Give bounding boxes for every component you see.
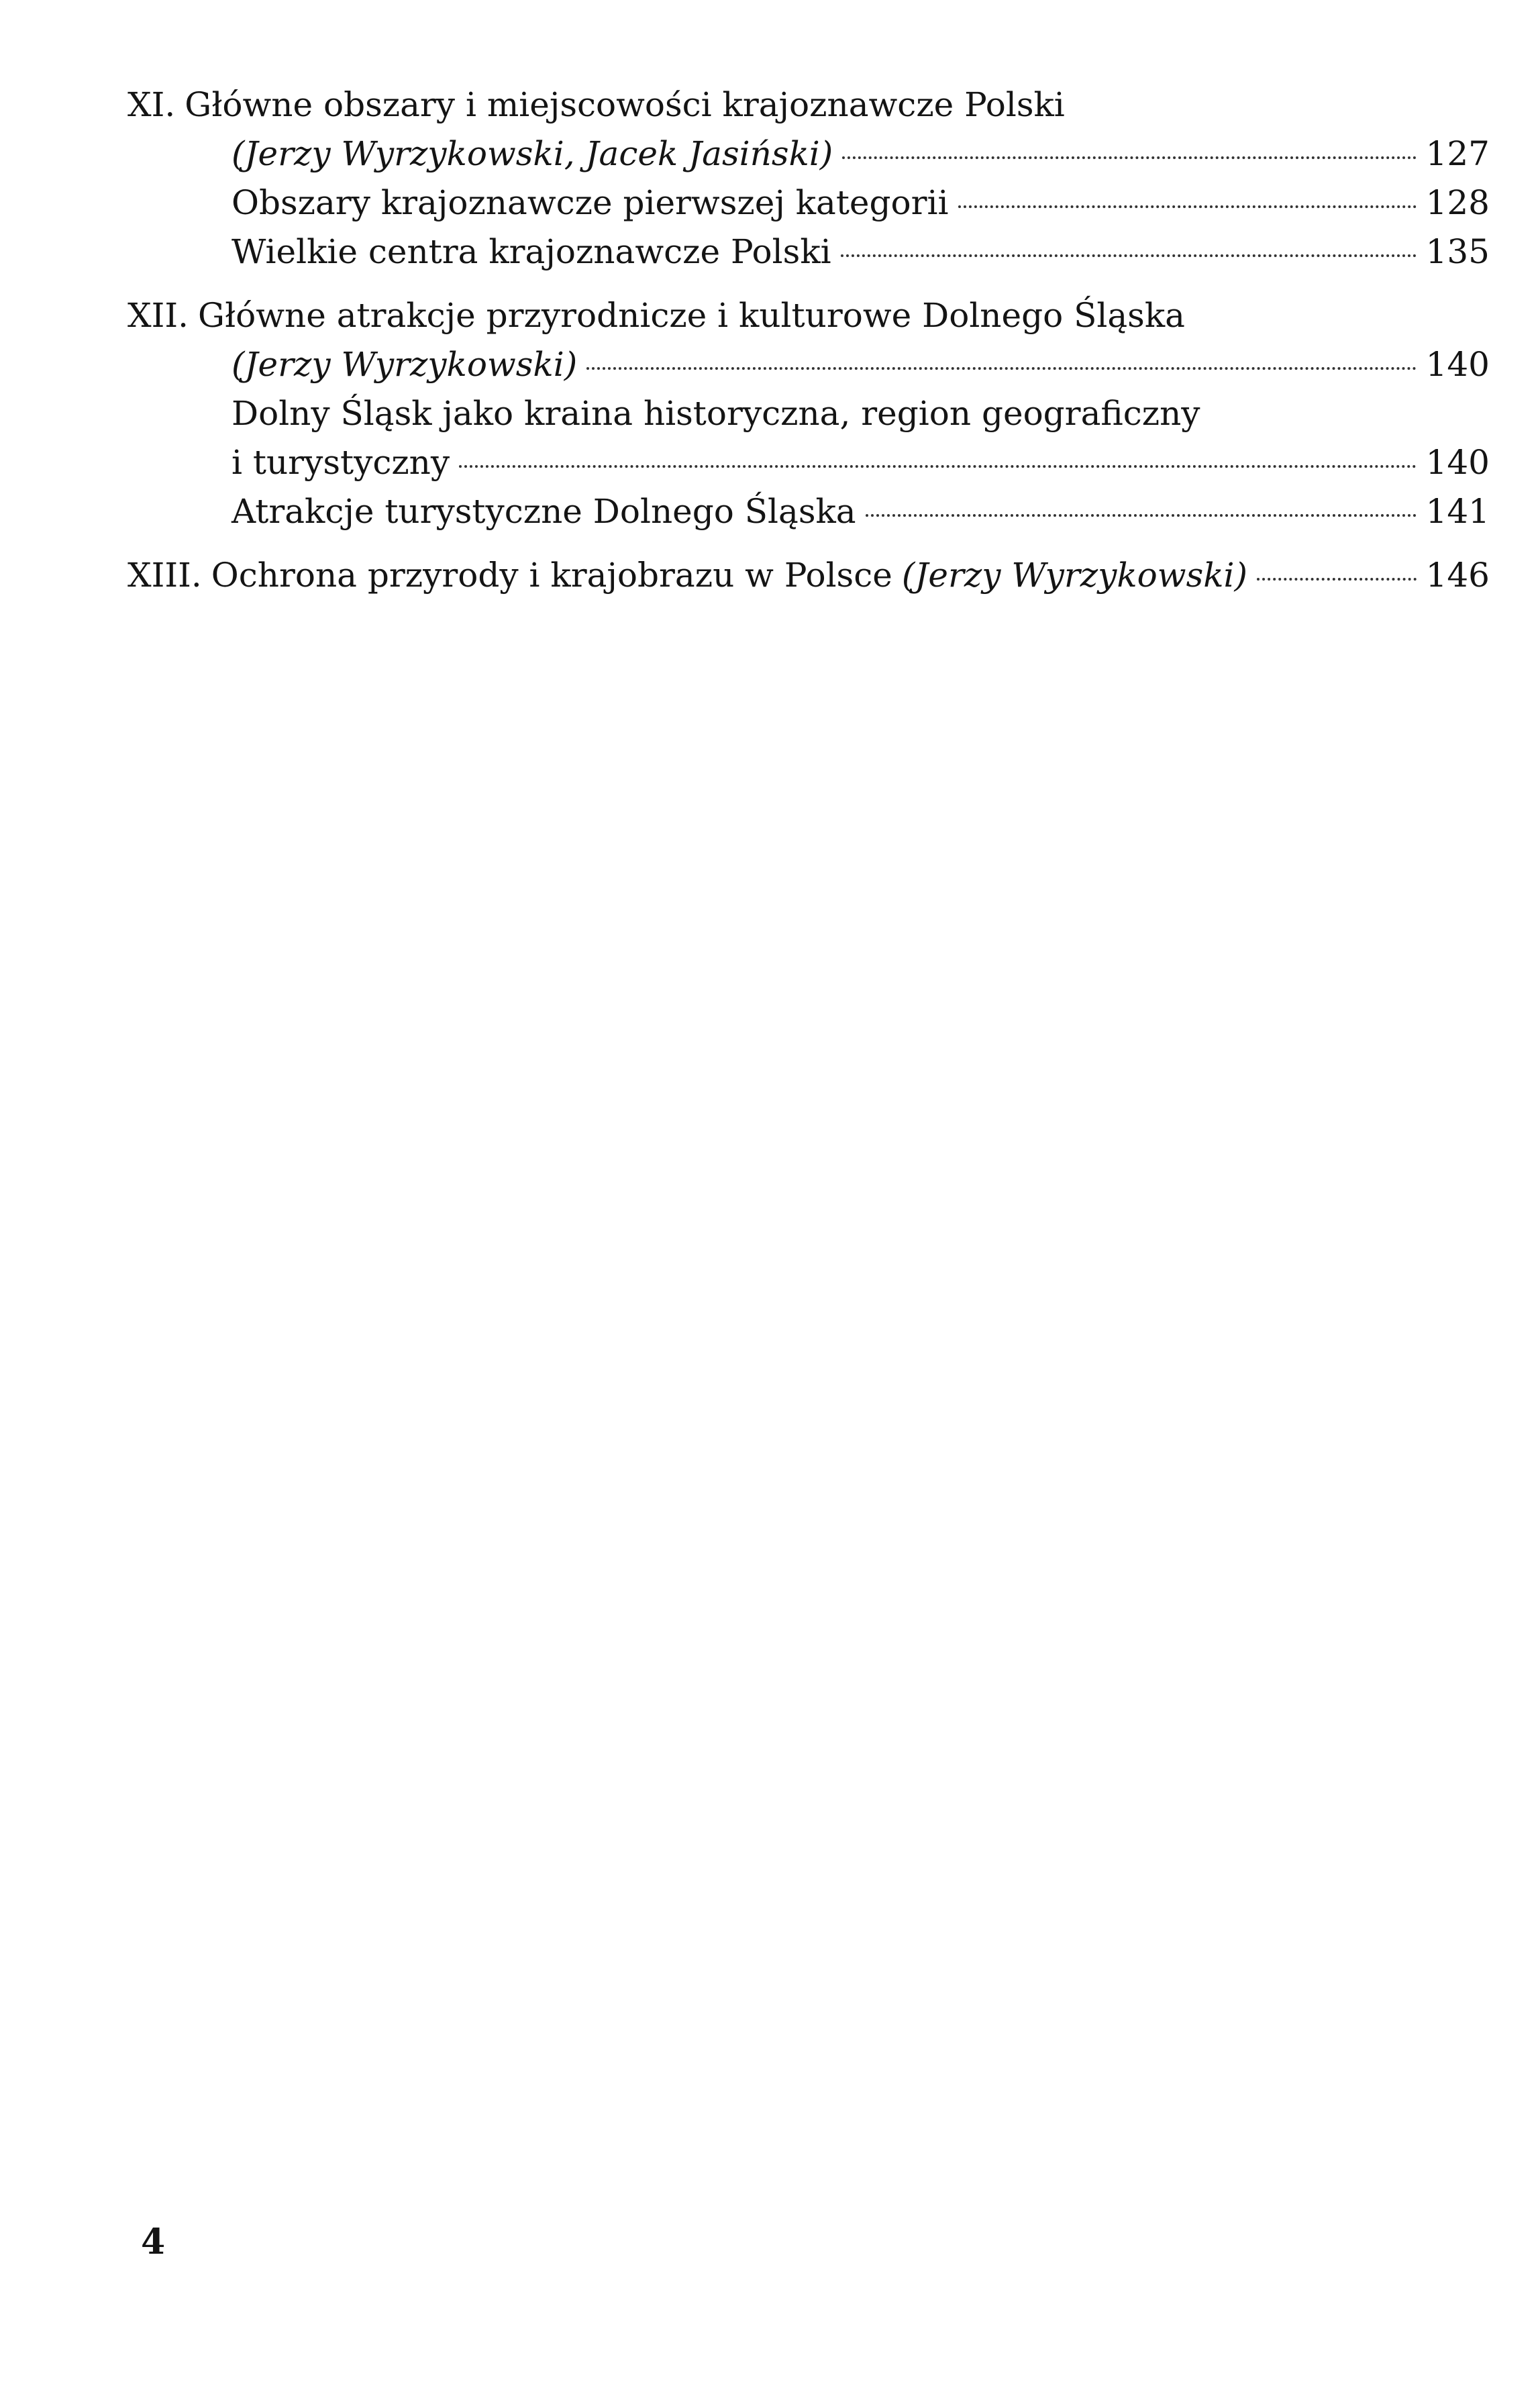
chapter-title: Ochrona przyrody i krajobrazu w Polsce xyxy=(211,556,892,595)
chapter-title: Główne obszary i miejscowości krajoznawcze Polski xyxy=(185,85,1065,124)
toc-section-xii-1-line2 xyxy=(127,438,1490,487)
toc-chapter-xi-authors xyxy=(127,130,1490,179)
dot-leader xyxy=(866,514,1417,517)
section-title: Obszary krajoznawcze pierwszej kategorii xyxy=(232,183,949,222)
toc-section-xi-2 xyxy=(127,228,1490,277)
chapter-authors: (Jerzy Wyrzykowski, Jacek Jasiński) xyxy=(232,134,833,173)
dot-leader xyxy=(841,254,1417,257)
page-ref: 128 xyxy=(1425,183,1490,222)
toc-chapter-xiii xyxy=(127,551,1490,600)
dot-leader xyxy=(1257,578,1417,581)
chapter-number: XI. xyxy=(127,85,176,124)
dot-leader xyxy=(842,156,1416,159)
page-ref: 140 xyxy=(1425,345,1490,384)
chapter-number: XII. xyxy=(127,296,189,335)
page-ref: 127 xyxy=(1425,134,1490,173)
page-ref: 141 xyxy=(1425,492,1490,531)
dot-leader xyxy=(586,367,1416,370)
toc-chapter-xii-authors xyxy=(127,340,1490,389)
chapter-number: XIII. xyxy=(127,556,202,595)
dot-leader xyxy=(958,205,1417,208)
chapter-authors: (Jerzy Wyrzykowski) xyxy=(232,345,578,384)
section-title: Wielkie centra krajoznawcze Polski xyxy=(232,232,831,271)
toc-section-xii-1-line1 xyxy=(127,389,1490,438)
toc-section-xi-1 xyxy=(127,179,1490,228)
section-title: Dolny Śląsk jako kraina historyczna, region geograficzny xyxy=(232,394,1200,433)
page-ref: 140 xyxy=(1425,443,1490,482)
toc-chapter-xii-title xyxy=(127,291,1490,340)
toc-chapter-xi-title xyxy=(127,81,1490,130)
page-ref: 135 xyxy=(1425,232,1490,271)
dot-leader xyxy=(459,465,1416,468)
table-of-contents xyxy=(127,81,1490,600)
chapter-authors: (Jerzy Wyrzykowski) xyxy=(901,556,1248,595)
page-ref: 146 xyxy=(1425,556,1490,595)
section-title-continued: i turystyczny xyxy=(232,443,450,482)
toc-section-xii-2 xyxy=(127,487,1490,536)
chapter-title: Główne atrakcje przyrodnicze i kulturowe Dolnego Śląska xyxy=(198,296,1185,335)
section-title: Atrakcje turystyczne Dolnego Śląska xyxy=(232,492,856,531)
footer-page-number: 4 xyxy=(141,2222,166,2262)
